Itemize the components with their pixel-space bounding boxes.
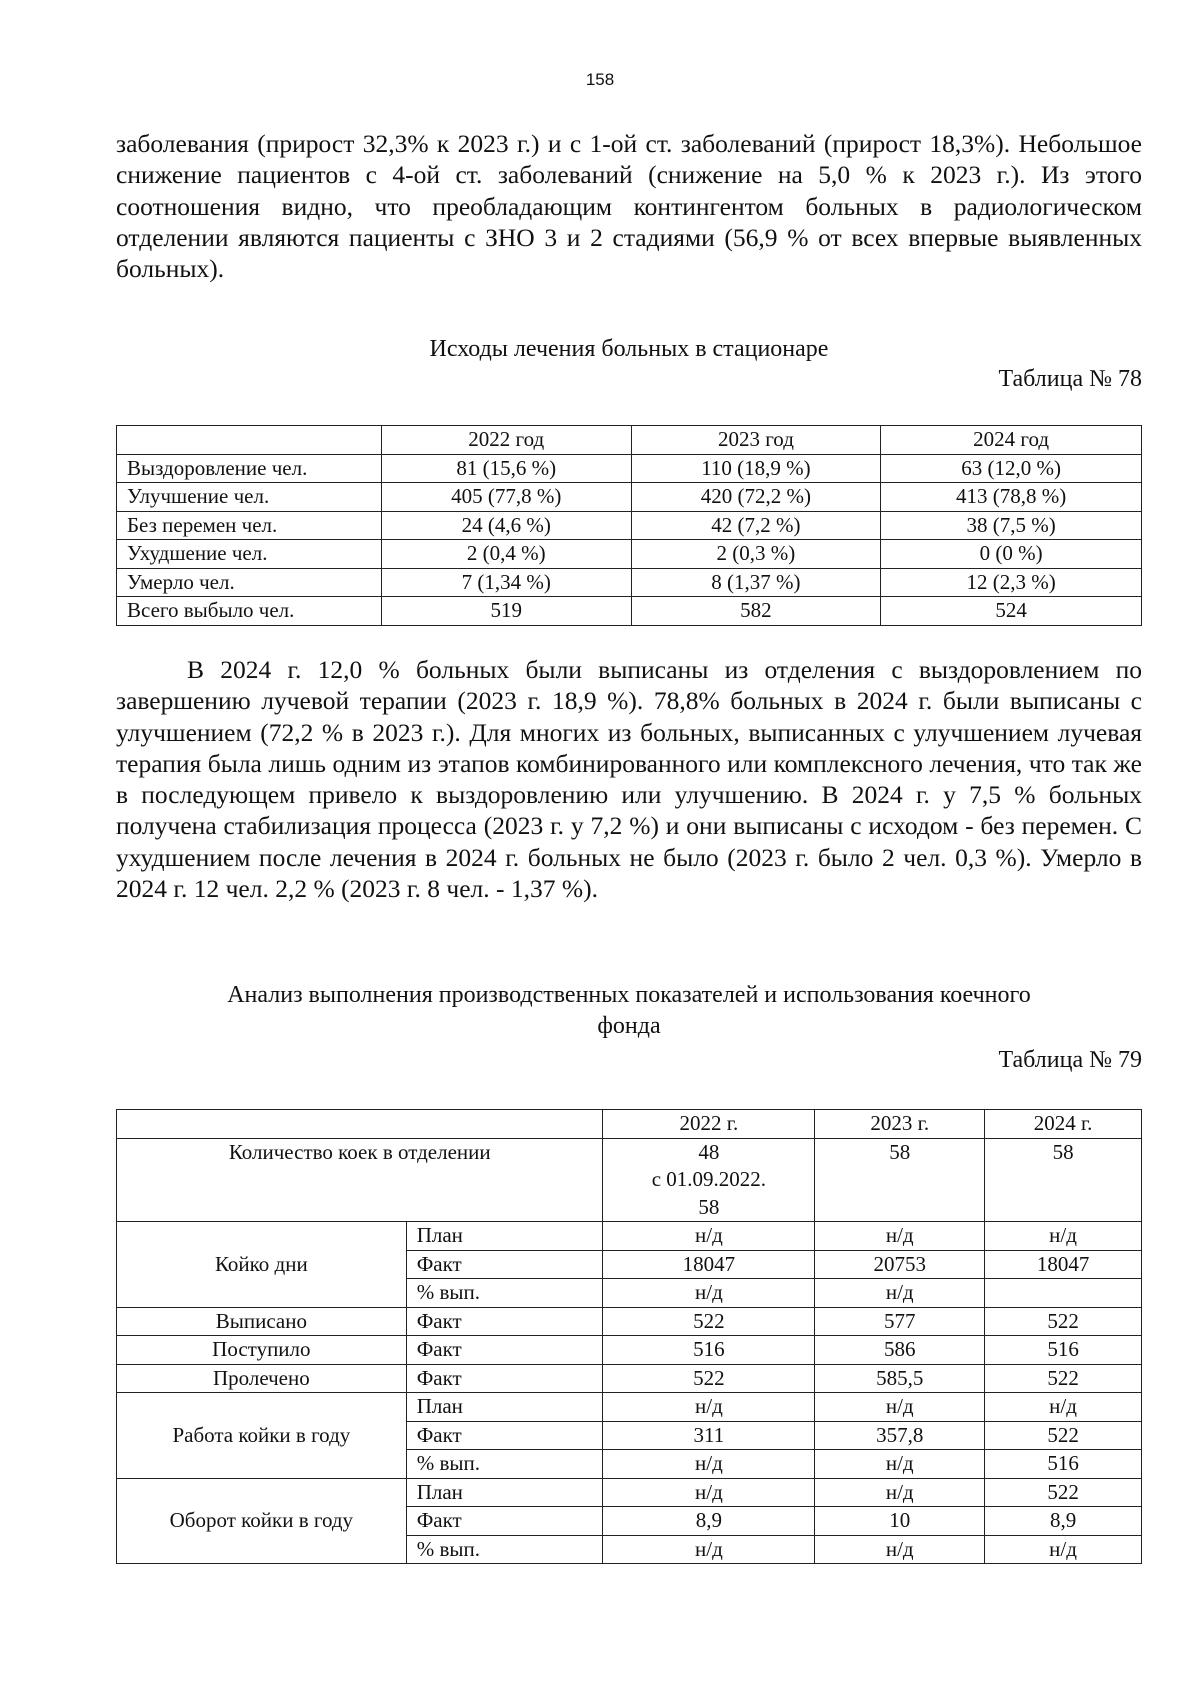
- table-cell: 58: [815, 1138, 985, 1222]
- table-cell: н/д: [603, 1535, 815, 1564]
- table-cell: [117, 426, 382, 455]
- table-cell: [985, 1279, 1142, 1308]
- table-cell: 522: [985, 1307, 1142, 1336]
- table-cell: 586: [815, 1336, 985, 1365]
- table-cell: 524: [881, 597, 1142, 626]
- table-row: [117, 1393, 1142, 1422]
- table-cell: 405 (77,8 %): [381, 483, 631, 512]
- table-cell: 8,9: [985, 1507, 1142, 1536]
- table-cell: 24 (4,6 %): [381, 511, 631, 540]
- row-label: План: [406, 1222, 603, 1251]
- row-label: Улучшение чел.: [117, 483, 382, 512]
- table-cell: 0 (0 %): [881, 540, 1142, 569]
- table-79-title-line1: Анализ выполнения производственных показателей и использования коечного: [227, 982, 1031, 1008]
- table-cell: [117, 1110, 603, 1139]
- column-header: 2024 г.: [985, 1110, 1142, 1139]
- table-row: [117, 1307, 1142, 1336]
- table-79-title: [116, 980, 1142, 1042]
- table-row: [117, 1478, 1142, 1507]
- table-cell: н/д: [603, 1478, 815, 1507]
- table-cell: н/д: [815, 1393, 985, 1422]
- table-row: [117, 1138, 1142, 1222]
- row-label: Факт: [406, 1507, 603, 1536]
- table-cell: 8,9: [603, 1507, 815, 1536]
- table-cell: 516: [985, 1336, 1142, 1365]
- row-label: План: [406, 1393, 603, 1422]
- table-78-title: Исходы лечения больных в стационаре: [429, 336, 829, 362]
- table-cell: н/д: [815, 1535, 985, 1564]
- table-cell: 10: [815, 1507, 985, 1536]
- table-cell: 8 (1,37 %): [631, 568, 881, 597]
- table-cell: 42 (7,2 %): [631, 511, 881, 540]
- column-header: 2022 г.: [603, 1110, 815, 1139]
- row-group-label: Работа койки в году: [117, 1393, 407, 1479]
- table-cell: 516: [985, 1450, 1142, 1479]
- table-cell: 81 (15,6 %): [381, 454, 631, 483]
- page-number: 158: [585, 70, 615, 89]
- row-group-label: Оборот койки в году: [117, 1478, 407, 1564]
- table-cell: 7 (1,34 %): [381, 568, 631, 597]
- table-cell: 2 (0,4 %): [381, 540, 631, 569]
- table-cell: 357,8: [815, 1421, 985, 1450]
- row-label: Факт: [406, 1336, 603, 1365]
- table-cell: 413 (78,8 %): [881, 483, 1142, 512]
- row-label: % вып.: [406, 1450, 603, 1479]
- table-cell: 12 (2,3 %): [881, 568, 1142, 597]
- table-cell: 110 (18,9 %): [631, 454, 881, 483]
- table-cell: [603, 1138, 815, 1222]
- table-cell: н/д: [815, 1450, 985, 1479]
- table-cell: 522: [603, 1307, 815, 1336]
- row-group-label: Койко дни: [117, 1222, 407, 1308]
- table-cell: н/д: [815, 1478, 985, 1507]
- column-header: 2023 год: [631, 426, 881, 455]
- table-79-number: Таблица № 79: [998, 1047, 1142, 1073]
- table-cell: 58: [985, 1138, 1142, 1222]
- table-row: [117, 1110, 1142, 1139]
- row-label: Факт: [406, 1364, 603, 1393]
- row-label: Всего выбыло чел.: [117, 597, 382, 626]
- column-header: 2022 год: [381, 426, 631, 455]
- table-cell: 522: [985, 1421, 1142, 1450]
- row-group-label: Выписано: [117, 1307, 407, 1336]
- table-cell: 577: [815, 1307, 985, 1336]
- table-cell: 519: [381, 597, 631, 626]
- table-cell: 18047: [603, 1250, 815, 1279]
- row-label: Факт: [406, 1307, 603, 1336]
- table-row: [117, 568, 1142, 597]
- row-group-label: Пролечено: [117, 1364, 407, 1393]
- row-label: Ухудшение чел.: [117, 540, 382, 569]
- row-group-label: Поступило: [117, 1336, 407, 1365]
- table-cell: 585,5: [815, 1364, 985, 1393]
- row-label: % вып.: [406, 1279, 603, 1308]
- table-cell: н/д: [985, 1222, 1142, 1251]
- row-label: % вып.: [406, 1535, 603, 1564]
- table-cell: 516: [603, 1336, 815, 1365]
- table-78: [116, 425, 1142, 626]
- beds-2022-value-new: 58: [698, 1194, 720, 1219]
- table-cell: 522: [985, 1478, 1142, 1507]
- table-79: [116, 1109, 1142, 1564]
- column-header: 2023 г.: [815, 1110, 985, 1139]
- table-cell: 38 (7,5 %): [881, 511, 1142, 540]
- paragraph-intro: заболевания (прирост 32,3% к 2023 г.) и с 1-ой ст. заболеваний (прирост 18,3%). Небольшое снижение пациентов с 4-ой ст. заболеваний (снижение на 5,0 % к 2023 г.). Из этого соотношения видно, что преобладающим контингентом больных в радиологическом отделении являются пациенты с ЗНО 3 и 2 стадиями (56,9 % от всех впервые выявленных больных).: [116, 129, 1142, 284]
- table-row: [117, 540, 1142, 569]
- table-79-title-line2: фонда: [597, 1013, 661, 1039]
- table-cell: н/д: [985, 1393, 1142, 1422]
- beds-2022-note: с 01.09.2022.: [651, 1167, 767, 1191]
- table-cell: н/д: [603, 1450, 815, 1479]
- table-cell: 522: [985, 1364, 1142, 1393]
- row-label: Количество коек в отделении: [117, 1138, 603, 1222]
- table-78-number: Таблица № 78: [998, 366, 1142, 392]
- table-row: [117, 426, 1142, 455]
- column-header: 2024 год: [881, 426, 1142, 455]
- table-cell: н/д: [985, 1535, 1142, 1564]
- beds-2022-value: 48: [698, 1139, 720, 1164]
- table-row: [117, 1364, 1142, 1393]
- table-cell: 311: [603, 1421, 815, 1450]
- table-cell: 20753: [815, 1250, 985, 1279]
- table-cell: н/д: [815, 1279, 985, 1308]
- row-label: Факт: [406, 1250, 603, 1279]
- table-cell: н/д: [603, 1279, 815, 1308]
- table-row: [117, 511, 1142, 540]
- table-cell: 63 (12,0 %): [881, 454, 1142, 483]
- row-label: План: [406, 1478, 603, 1507]
- row-label: Выздоровление чел.: [117, 454, 382, 483]
- table-cell: 2 (0,3 %): [631, 540, 881, 569]
- row-label: Без перемен чел.: [117, 511, 382, 540]
- table-cell: н/д: [815, 1222, 985, 1251]
- table-cell: 582: [631, 597, 881, 626]
- table-row: [117, 454, 1142, 483]
- table-cell: 420 (72,2 %): [631, 483, 881, 512]
- table-cell: 18047: [985, 1250, 1142, 1279]
- row-label: Умерло чел.: [117, 568, 382, 597]
- table-cell: н/д: [603, 1393, 815, 1422]
- table-cell: 522: [603, 1364, 815, 1393]
- table-row: [117, 1336, 1142, 1365]
- table-row: [117, 1222, 1142, 1251]
- table-row: [117, 483, 1142, 512]
- paragraph-outcomes: В 2024 г. 12,0 % больных были выписаны из отделения с выздоровлением по завершению лучевой терапии (2023 г. 18,9 %). 78,8% больных в 2024 г. были выписаны с улучшением (72,2 % в 2023 г.). Для многих из больных, выписанных с улучшением лучевая терапия была лишь одним из этапов комбинированного или комплексного лечения, что так же в последующем привело к выздоровлению или улучшению. В 2024 г. у 7,5 % больных получена стабилизация процесса (2023 г. у 7,2 %) и они выписаны с исходом - без перемен. С ухудшением после лечения в 2024 г. больных не было (2023 г. было 2 чел. 0,3 %). Умерло в 2024 г. 12 чел. 2,2 % (2023 г. 8 чел. - 1,37 %).: [116, 655, 1142, 904]
- table-row: [117, 597, 1142, 626]
- row-label: Факт: [406, 1421, 603, 1450]
- table-cell: н/д: [603, 1222, 815, 1251]
